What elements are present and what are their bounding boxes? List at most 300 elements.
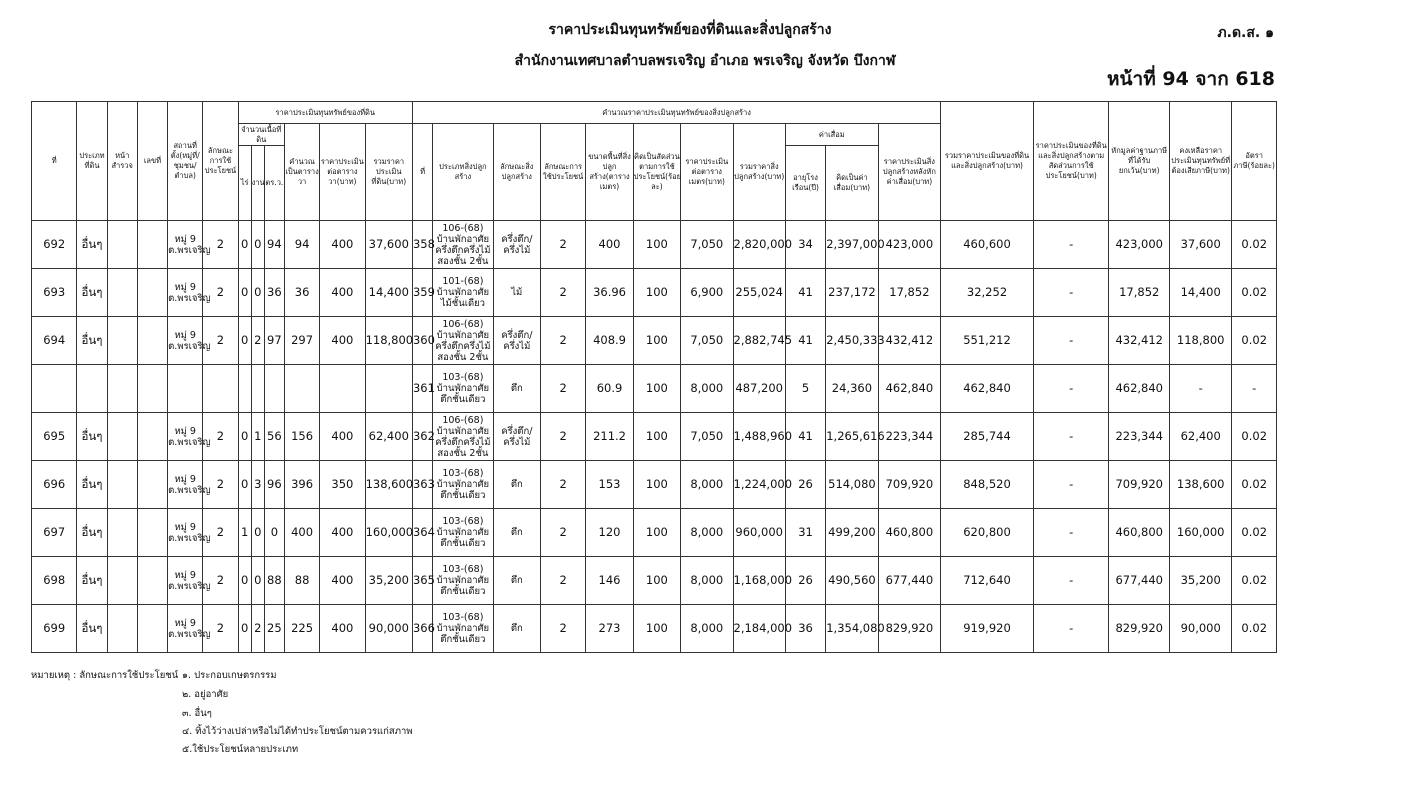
cell-land-type: อื่นๆ xyxy=(77,557,107,605)
cell-b-kind: ตึก xyxy=(493,461,540,509)
cell-b-price-m: 6,900 xyxy=(681,269,733,317)
cell-land-type: อื่นๆ xyxy=(77,269,107,317)
cell-no: 695 xyxy=(32,413,77,461)
cell-b-price-m: 8,000 xyxy=(681,461,733,509)
cell-rai: 0 xyxy=(238,557,251,605)
cell-remain: 37,600 xyxy=(1169,221,1231,269)
cell-usage: 2 xyxy=(203,269,238,317)
cell-deduct: 423,000 xyxy=(1109,221,1169,269)
table-row xyxy=(32,461,1277,509)
cell-deduct: 17,852 xyxy=(1109,269,1169,317)
cell-no: 694 xyxy=(32,317,77,365)
cell-b-no: 358 xyxy=(412,221,432,269)
cell-rai: 0 xyxy=(238,221,251,269)
cell-b-usage: 2 xyxy=(540,221,585,269)
cell-b-pct: 100 xyxy=(633,269,680,317)
cell-b-net: 460,800 xyxy=(878,509,941,557)
cell-location: หมู่ 9 ต.พรเจริญ xyxy=(168,605,203,653)
cell-deduct: 829,920 xyxy=(1109,605,1169,653)
col-doc-no: เลขที่ xyxy=(137,102,167,221)
cell-calc-wa: 225 xyxy=(284,605,319,653)
cell-price-wa: 400 xyxy=(320,557,365,605)
cell-usage: 2 xyxy=(203,509,238,557)
area-group-header: จำนวนเนื้อที่ดิน xyxy=(238,124,284,146)
cell-share: - xyxy=(1033,317,1109,365)
cell-location: หมู่ 9 ต.พรเจริญ xyxy=(168,317,203,365)
cell-b-type: 103-(68) บ้านพักอาศัยตึกชั้นเดียว xyxy=(433,605,493,653)
cell-b-pct: 100 xyxy=(633,413,680,461)
cell-b-kind: ครึ่งตึก/ครึ่งไม้ xyxy=(493,413,540,461)
cell-b-pct: 100 xyxy=(633,461,680,509)
cell-no: 697 xyxy=(32,509,77,557)
cell-calc-wa: 400 xyxy=(284,509,319,557)
col-b-price-m: ราคาประเมินต่อตารางเมตร(บาท) xyxy=(681,124,733,221)
cell-land-total: 118,800 xyxy=(365,317,412,365)
cell-location: หมู่ 9 ต.พรเจริญ xyxy=(168,461,203,509)
cell-survey-page xyxy=(107,509,137,557)
col-b-age: อายุโรงเรือน(ปี) xyxy=(785,146,825,221)
cell-b-depr: 514,080 xyxy=(826,461,878,509)
cell-doc-no xyxy=(137,413,167,461)
cell-survey-page xyxy=(107,557,137,605)
cell-b-area: 408.9 xyxy=(586,317,633,365)
cell-rate: 0.02 xyxy=(1232,605,1277,653)
cell-b-usage: 2 xyxy=(540,413,585,461)
note-item: ๔. ทิ้งไว้ว่างเปล่าหรือไม่ได้ทำประโยชน์ตามควรแก่สภาพ xyxy=(182,726,413,737)
note-label: หมายเหตุ : ลักษณะการใช้ประโยชน์ xyxy=(31,670,179,681)
cell-remain: 90,000 xyxy=(1169,605,1231,653)
cell-b-price-m: 7,050 xyxy=(681,221,733,269)
cell-share: - xyxy=(1033,557,1109,605)
cell-b-type: 106-(68) บ้านพักอาศัยครึ่งตึกครึ่งไม้สองชั้น 2ชั้น xyxy=(433,221,493,269)
col-b-pct: คิดเป็นสัดส่วนตามการใช้ประโยชน์(ร้อยละ) xyxy=(633,124,680,221)
col-ngan: งาน xyxy=(251,146,264,221)
cell-share: - xyxy=(1033,605,1109,653)
cell-b-net: 223,344 xyxy=(878,413,941,461)
cell-remain: 138,600 xyxy=(1169,461,1231,509)
cell-doc-no xyxy=(137,317,167,365)
cell-calc-wa: 297 xyxy=(284,317,319,365)
building-group-header: คำนวณราคาประเมินทุนทรัพย์ของสิ่งปลูกสร้าง xyxy=(412,102,940,124)
cell-b-pct: 100 xyxy=(633,365,680,413)
cell-usage: 2 xyxy=(203,605,238,653)
cell-share: - xyxy=(1033,413,1109,461)
cell-remain: - xyxy=(1169,365,1231,413)
cell-wa: 88 xyxy=(264,557,284,605)
cell-b-pct: 100 xyxy=(633,605,680,653)
cell-b-depr: 490,560 xyxy=(826,557,878,605)
cell-rate: - xyxy=(1232,365,1277,413)
cell-b-age: 26 xyxy=(785,461,825,509)
cell-ngan: 1 xyxy=(251,413,264,461)
cell-b-area: 400 xyxy=(586,221,633,269)
cell-b-no: 359 xyxy=(412,269,432,317)
cell-deduct: 432,412 xyxy=(1109,317,1169,365)
cell-no: 692 xyxy=(32,221,77,269)
cell-b-area: 60.9 xyxy=(586,365,633,413)
col-b-no: ที่ xyxy=(412,124,432,221)
cell-wa: 25 xyxy=(264,605,284,653)
note-item: ๑. ประกอบเกษตรกรรม xyxy=(182,670,277,681)
cell-ngan xyxy=(251,365,264,413)
cell-location xyxy=(168,365,203,413)
cell-land-type: อื่นๆ xyxy=(77,221,107,269)
cell-price-wa xyxy=(320,365,365,413)
cell-b-net: 17,852 xyxy=(878,269,941,317)
cell-ngan: 0 xyxy=(251,221,264,269)
col-b-kind: ลักษณะสิ่งปลูกสร้าง xyxy=(493,124,540,221)
cell-location: หมู่ 9 ต.พรเจริญ xyxy=(168,557,203,605)
cell-wa: 36 xyxy=(264,269,284,317)
cell-no: 696 xyxy=(32,461,77,509)
col-survey-page: หน้าสำรวจ xyxy=(107,102,137,221)
cell-b-no: 361 xyxy=(412,365,432,413)
cell-price-wa: 400 xyxy=(320,317,365,365)
cell-wa: 94 xyxy=(264,221,284,269)
cell-b-age: 26 xyxy=(785,557,825,605)
cell-price-wa: 350 xyxy=(320,461,365,509)
cell-land-total xyxy=(365,365,412,413)
cell-b-age: 41 xyxy=(785,317,825,365)
cell-deduct: 677,440 xyxy=(1109,557,1169,605)
cell-b-age: 41 xyxy=(785,413,825,461)
report-subtitle: สำนักงานเทศบาลตำบลพรเจริญ อำเภอ พรเจริญ จังหวัด บึงกาฬ xyxy=(514,53,896,69)
cell-b-age: 36 xyxy=(785,605,825,653)
cell-b-age: 5 xyxy=(785,365,825,413)
land-group-header: ราคาประเมินทุนทรัพย์ของที่ดิน xyxy=(238,102,412,124)
cell-calc-wa: 156 xyxy=(284,413,319,461)
cell-wa: 96 xyxy=(264,461,284,509)
cell-b-price-m: 7,050 xyxy=(681,317,733,365)
cell-rai: 0 xyxy=(238,461,251,509)
cell-doc-no xyxy=(137,269,167,317)
report-title: ราคาประเมินทุนทรัพย์ของที่ดินและสิ่งปลูกสร้าง xyxy=(548,22,832,38)
cell-rate: 0.02 xyxy=(1232,557,1277,605)
cell-b-area: 153 xyxy=(586,461,633,509)
cell-b-depr: 1,354,080 xyxy=(826,605,878,653)
table-row xyxy=(32,413,1277,461)
cell-price-wa: 400 xyxy=(320,269,365,317)
cell-land-total: 90,000 xyxy=(365,605,412,653)
cell-usage: 2 xyxy=(203,461,238,509)
cell-b-no: 360 xyxy=(412,317,432,365)
cell-deduct: 223,344 xyxy=(1109,413,1169,461)
cell-b-no: 363 xyxy=(412,461,432,509)
cell-b-usage: 2 xyxy=(540,269,585,317)
note-item: ๓. อื่นๆ xyxy=(182,708,212,719)
cell-b-price-m: 8,000 xyxy=(681,605,733,653)
cell-b-total: 2,820,000 xyxy=(733,221,785,269)
cell-survey-page xyxy=(107,221,137,269)
cell-b-type: 103-(68) บ้านพักอาศัยตึกชั้นเดียว xyxy=(433,365,493,413)
col-usage: ลักษณะการใช้ประโยชน์ xyxy=(203,102,238,221)
cell-land-total: 138,600 xyxy=(365,461,412,509)
cell-b-usage: 2 xyxy=(540,605,585,653)
cell-b-no: 362 xyxy=(412,413,432,461)
form-code: ภ.ด.ส. ๑ xyxy=(1217,25,1274,41)
col-location: สถานที่ตั้ง(หมู่ที่/ชุมชน/ตำบล) xyxy=(168,102,203,221)
cell-usage: 2 xyxy=(203,557,238,605)
cell-b-area: 146 xyxy=(586,557,633,605)
cell-share: - xyxy=(1033,509,1109,557)
cell-remain: 35,200 xyxy=(1169,557,1231,605)
cell-b-total: 1,224,000 xyxy=(733,461,785,509)
cell-rai: 1 xyxy=(238,509,251,557)
cell-b-kind: ตึก xyxy=(493,365,540,413)
cell-wa: 56 xyxy=(264,413,284,461)
table-row xyxy=(32,221,1277,269)
cell-share: - xyxy=(1033,461,1109,509)
cell-b-pct: 100 xyxy=(633,509,680,557)
cell-survey-page xyxy=(107,365,137,413)
cell-sum-all: 462,840 xyxy=(941,365,1034,413)
depr-group-header: ค่าเสื่อม xyxy=(785,124,878,146)
cell-deduct: 462,840 xyxy=(1109,365,1169,413)
cell-calc-wa xyxy=(284,365,319,413)
cell-b-area: 211.2 xyxy=(586,413,633,461)
cell-b-type: 101-(68) บ้านพักอาศัยไม้ชั้นเดียว xyxy=(433,269,493,317)
cell-land-total: 14,400 xyxy=(365,269,412,317)
col-sum-all: รวมราคาประเมินของที่ดินและสิ่งปลูกสร้าง(บาท) xyxy=(941,102,1034,221)
cell-b-no: 365 xyxy=(412,557,432,605)
cell-b-area: 120 xyxy=(586,509,633,557)
cell-rate: 0.02 xyxy=(1232,269,1277,317)
cell-doc-no xyxy=(137,509,167,557)
cell-b-net: 709,920 xyxy=(878,461,941,509)
cell-b-kind: ตึก xyxy=(493,509,540,557)
cell-calc-wa: 88 xyxy=(284,557,319,605)
cell-rai xyxy=(238,365,251,413)
col-land-type: ประเภทที่ดิน xyxy=(77,102,107,221)
cell-location: หมู่ 9 ต.พรเจริญ xyxy=(168,413,203,461)
cell-b-kind: ครึ่งตึก/ครึ่งไม้ xyxy=(493,317,540,365)
cell-b-net: 677,440 xyxy=(878,557,941,605)
cell-no: 693 xyxy=(32,269,77,317)
cell-b-depr: 237,172 xyxy=(826,269,878,317)
cell-location: หมู่ 9 ต.พรเจริญ xyxy=(168,269,203,317)
cell-b-total: 1,488,960 xyxy=(733,413,785,461)
cell-ngan: 3 xyxy=(251,461,264,509)
cell-rate: 0.02 xyxy=(1232,221,1277,269)
cell-price-wa: 400 xyxy=(320,413,365,461)
cell-land-type: อื่นๆ xyxy=(77,461,107,509)
cell-wa: 97 xyxy=(264,317,284,365)
cell-rai: 0 xyxy=(238,605,251,653)
note-item: ๕.ใช้ประโยชน์หลายประเภท xyxy=(182,744,299,755)
cell-b-usage: 2 xyxy=(540,509,585,557)
cell-b-type: 103-(68) บ้านพักอาศัยตึกชั้นเดียว xyxy=(433,557,493,605)
cell-wa: 0 xyxy=(264,509,284,557)
assessment-table xyxy=(31,101,1277,653)
col-land-total: รวมราคาประเมินที่ดิน(บาท) xyxy=(365,124,412,221)
cell-land-total: 160,000 xyxy=(365,509,412,557)
col-b-depr: คิดเป็นค่าเสื่อม(บาท) xyxy=(826,146,878,221)
cell-b-net: 423,000 xyxy=(878,221,941,269)
cell-usage xyxy=(203,365,238,413)
col-b-type: ประเภทสิ่งปลูกสร้าง xyxy=(433,124,493,221)
cell-remain: 118,800 xyxy=(1169,317,1231,365)
cell-b-price-m: 8,000 xyxy=(681,365,733,413)
cell-b-area: 36.96 xyxy=(586,269,633,317)
cell-share: - xyxy=(1033,365,1109,413)
col-calc-wa: คำนวณเป็นตารางวา xyxy=(284,124,319,221)
cell-land-total: 35,200 xyxy=(365,557,412,605)
cell-b-usage: 2 xyxy=(540,557,585,605)
cell-usage: 2 xyxy=(203,221,238,269)
cell-ngan: 0 xyxy=(251,557,264,605)
cell-rate: 0.02 xyxy=(1232,509,1277,557)
cell-location: หมู่ 9 ต.พรเจริญ xyxy=(168,509,203,557)
cell-b-pct: 100 xyxy=(633,221,680,269)
col-b-area: ขนาดพื้นที่สิ่งปลูกสร้าง(ตารางเมตร) xyxy=(586,124,633,221)
cell-doc-no xyxy=(137,221,167,269)
cell-b-no: 364 xyxy=(412,509,432,557)
cell-land-type: อื่นๆ xyxy=(77,509,107,557)
cell-rate: 0.02 xyxy=(1232,317,1277,365)
cell-survey-page xyxy=(107,269,137,317)
cell-b-type: 106-(68) บ้านพักอาศัยครึ่งตึกครึ่งไม้สองชั้น 2ชั้น xyxy=(433,413,493,461)
cell-b-total: 1,168,000 xyxy=(733,557,785,605)
cell-no xyxy=(32,365,77,413)
cell-calc-wa: 396 xyxy=(284,461,319,509)
col-b-total: รวมราคาสิ่งปลูกสร้าง(บาท) xyxy=(733,124,785,221)
cell-b-total: 2,184,000 xyxy=(733,605,785,653)
cell-b-no: 366 xyxy=(412,605,432,653)
col-share: ราคาประเมินของที่ดินและสิ่งปลูกสร้างตามสัดส่วนการใช้ประโยชน์(บาท) xyxy=(1033,102,1109,221)
col-b-usage: ลักษณะการใช้ประโยชน์ xyxy=(540,124,585,221)
cell-calc-wa: 94 xyxy=(284,221,319,269)
cell-b-net: 829,920 xyxy=(878,605,941,653)
col-remain: คงเหลือราคาประเมินทุนทรัพย์ที่ต้องเสียภาษี(บาท) xyxy=(1169,102,1231,221)
cell-b-kind: ไม้ xyxy=(493,269,540,317)
cell-b-age: 41 xyxy=(785,269,825,317)
col-rai: ไร่ xyxy=(238,146,251,221)
cell-rate: 0.02 xyxy=(1232,413,1277,461)
table-row xyxy=(32,557,1277,605)
cell-land-type: อื่นๆ xyxy=(77,413,107,461)
cell-doc-no xyxy=(137,557,167,605)
cell-ngan: 2 xyxy=(251,605,264,653)
cell-no: 698 xyxy=(32,557,77,605)
cell-b-depr: 1,265,616 xyxy=(826,413,878,461)
cell-b-depr: 24,360 xyxy=(826,365,878,413)
cell-rate: 0.02 xyxy=(1232,461,1277,509)
cell-b-usage: 2 xyxy=(540,317,585,365)
cell-survey-page xyxy=(107,413,137,461)
cell-survey-page xyxy=(107,317,137,365)
cell-sum-all: 460,600 xyxy=(941,221,1034,269)
cell-b-age: 31 xyxy=(785,509,825,557)
cell-b-depr: 499,200 xyxy=(826,509,878,557)
cell-rai: 0 xyxy=(238,413,251,461)
cell-b-kind: ตึก xyxy=(493,557,540,605)
cell-share: - xyxy=(1033,269,1109,317)
col-price-wa: ราคาประเมินต่อตารางวา(บาท) xyxy=(320,124,365,221)
cell-b-price-m: 7,050 xyxy=(681,413,733,461)
cell-b-total: 487,200 xyxy=(733,365,785,413)
cell-b-kind: ตึก xyxy=(493,605,540,653)
cell-sum-all: 32,252 xyxy=(941,269,1034,317)
cell-ngan: 2 xyxy=(251,317,264,365)
cell-b-net: 462,840 xyxy=(878,365,941,413)
cell-price-wa: 400 xyxy=(320,605,365,653)
cell-land-type xyxy=(77,365,107,413)
cell-doc-no xyxy=(137,461,167,509)
cell-b-area: 273 xyxy=(586,605,633,653)
cell-sum-all: 285,744 xyxy=(941,413,1034,461)
table-row xyxy=(32,509,1277,557)
col-deduct: หักมูลค่าฐานภาษีที่ได้รับยกเว้น(บาท) xyxy=(1109,102,1169,221)
cell-sum-all: 620,800 xyxy=(941,509,1034,557)
cell-sum-all: 919,920 xyxy=(941,605,1034,653)
cell-b-total: 255,024 xyxy=(733,269,785,317)
cell-b-pct: 100 xyxy=(633,317,680,365)
cell-location: หมู่ 9 ต.พรเจริญ xyxy=(168,221,203,269)
cell-deduct: 460,800 xyxy=(1109,509,1169,557)
cell-b-type: 103-(68) บ้านพักอาศัยตึกชั้นเดียว xyxy=(433,461,493,509)
cell-usage: 2 xyxy=(203,413,238,461)
cell-remain: 160,000 xyxy=(1169,509,1231,557)
cell-b-depr: 2,397,000 xyxy=(826,221,878,269)
cell-b-type: 103-(68) บ้านพักอาศัยตึกชั้นเดียว xyxy=(433,509,493,557)
cell-deduct: 709,920 xyxy=(1109,461,1169,509)
cell-price-wa: 400 xyxy=(320,509,365,557)
note-item: ๒. อยู่อาศัย xyxy=(182,689,229,700)
cell-share: - xyxy=(1033,221,1109,269)
cell-no: 699 xyxy=(32,605,77,653)
cell-survey-page xyxy=(107,605,137,653)
cell-ngan: 0 xyxy=(251,269,264,317)
cell-b-net: 432,412 xyxy=(878,317,941,365)
cell-sum-all: 551,212 xyxy=(941,317,1034,365)
cell-land-type: อื่นๆ xyxy=(77,605,107,653)
table-row xyxy=(32,605,1277,653)
cell-b-age: 34 xyxy=(785,221,825,269)
page-info: หน้าที่ 94 จาก 618 xyxy=(1107,68,1275,90)
table-row xyxy=(32,269,1277,317)
cell-b-total: 2,882,745 xyxy=(733,317,785,365)
cell-b-pct: 100 xyxy=(633,557,680,605)
table-body xyxy=(32,221,1277,653)
col-wa: ตร.ว. xyxy=(264,146,284,221)
cell-survey-page xyxy=(107,461,137,509)
cell-land-total: 37,600 xyxy=(365,221,412,269)
cell-rai: 0 xyxy=(238,317,251,365)
cell-land-type: อื่นๆ xyxy=(77,317,107,365)
cell-b-usage: 2 xyxy=(540,461,585,509)
cell-b-kind: ครึ่งตึก/ครึ่งไม้ xyxy=(493,221,540,269)
cell-remain: 14,400 xyxy=(1169,269,1231,317)
cell-sum-all: 712,640 xyxy=(941,557,1034,605)
cell-b-usage: 2 xyxy=(540,365,585,413)
cell-b-type: 106-(68) บ้านพักอาศัยครึ่งตึกครึ่งไม้สองชั้น 2ชั้น xyxy=(433,317,493,365)
cell-price-wa: 400 xyxy=(320,221,365,269)
cell-ngan: 0 xyxy=(251,509,264,557)
cell-b-total: 960,000 xyxy=(733,509,785,557)
cell-b-price-m: 8,000 xyxy=(681,557,733,605)
col-no: ที่ xyxy=(32,102,77,221)
cell-b-depr: 2,450,333 xyxy=(826,317,878,365)
cell-land-total: 62,400 xyxy=(365,413,412,461)
cell-remain: 62,400 xyxy=(1169,413,1231,461)
cell-b-price-m: 8,000 xyxy=(681,509,733,557)
cell-calc-wa: 36 xyxy=(284,269,319,317)
cell-doc-no xyxy=(137,365,167,413)
cell-rai: 0 xyxy=(238,269,251,317)
cell-sum-all: 848,520 xyxy=(941,461,1034,509)
cell-wa xyxy=(264,365,284,413)
col-rate: อัตราภาษี(ร้อยละ) xyxy=(1232,102,1277,221)
